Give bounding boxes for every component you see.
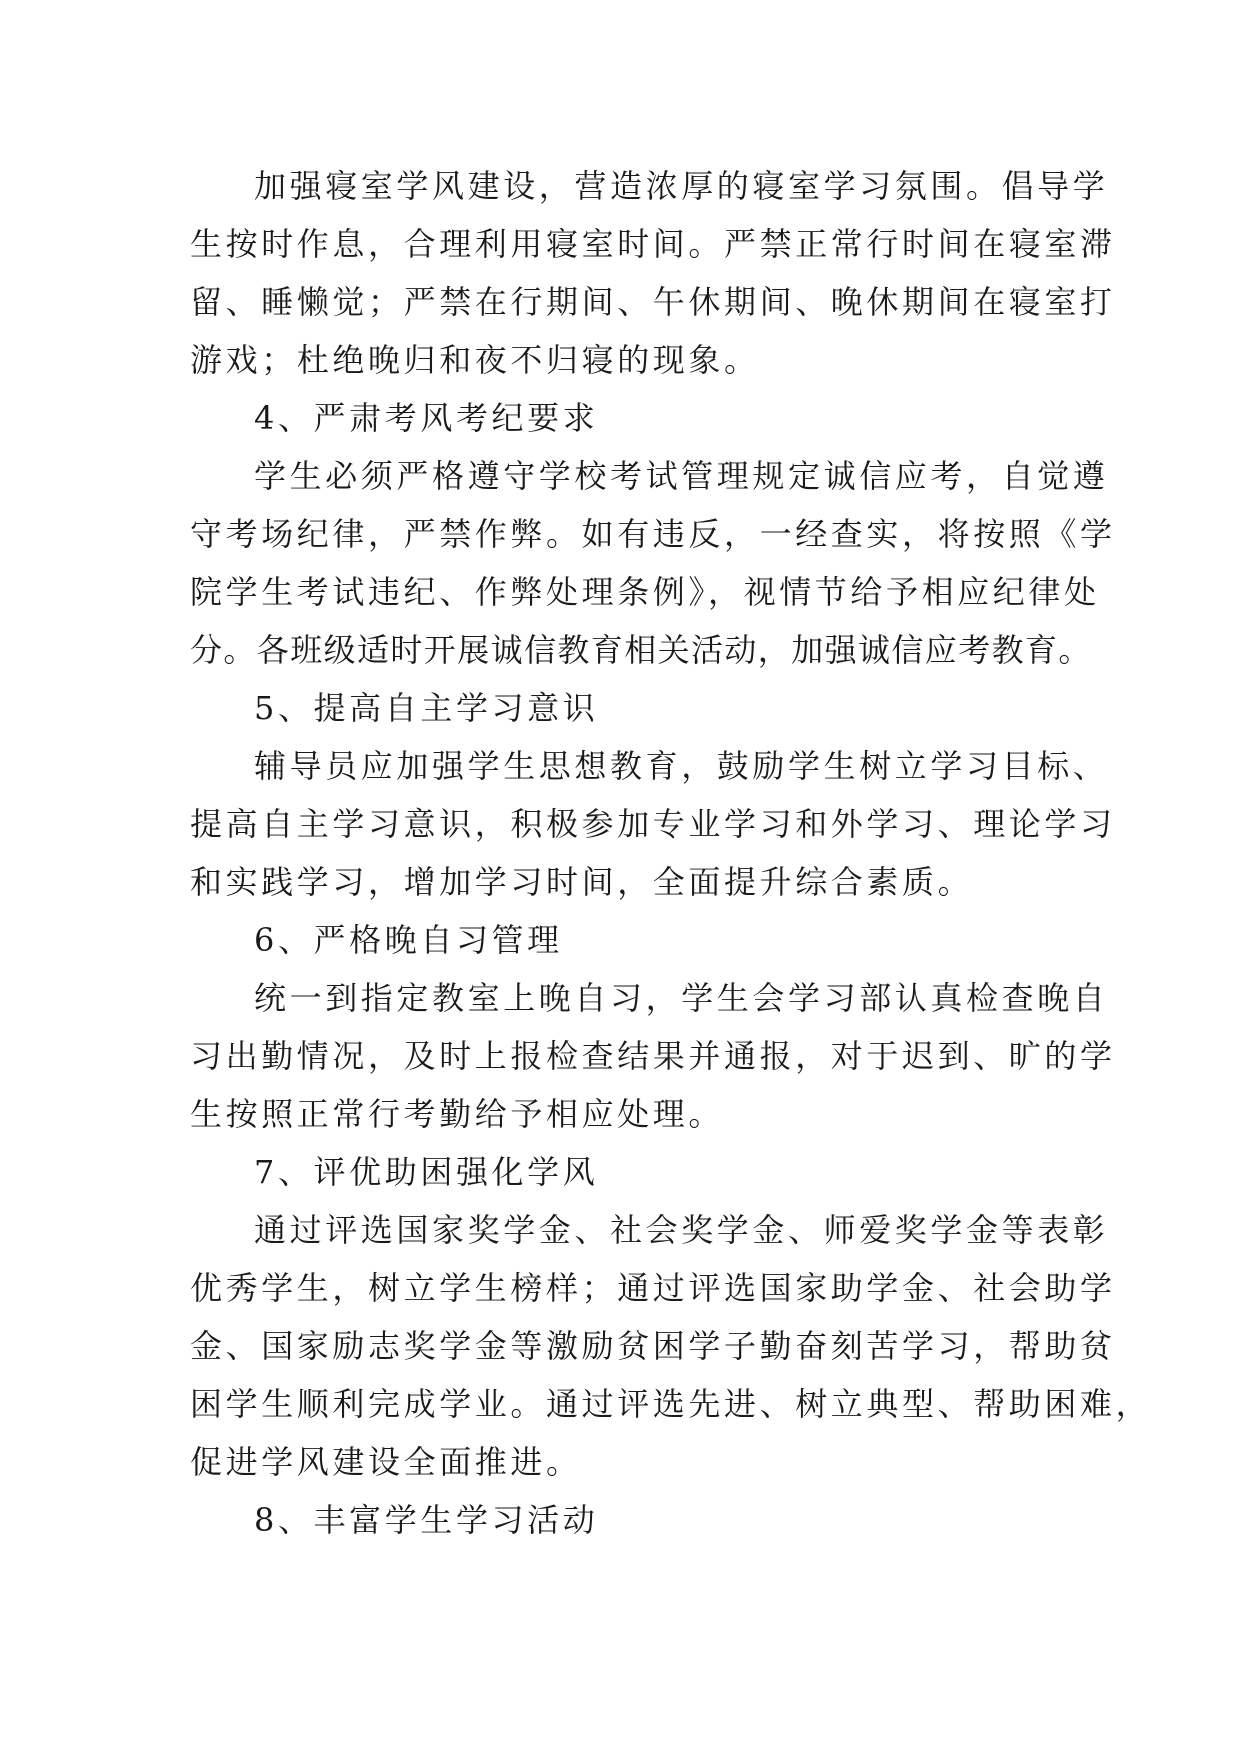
section-heading: 7、评优助困强化学风 bbox=[254, 1153, 599, 1191]
paragraph-line: 生按照正常行考勤给予相应处理。 bbox=[190, 1095, 725, 1133]
section-heading: 6、严格晚自习管理 bbox=[254, 921, 563, 959]
paragraph-line: 统一到指定教室上晚自习，学生会学习部认真检查晚自 bbox=[254, 979, 1109, 1017]
paragraph-line: 辅导员应加强学生思想教育，鼓励学生树立学习目标、 bbox=[254, 747, 1109, 785]
paragraph-line: 加强寝室学风建设，营造浓厚的寝室学习氛围。倡导学 bbox=[254, 167, 1109, 205]
paragraph-line: 生按时作息，合理利用寝室时间。严禁正常行时间在寝室滞 bbox=[190, 225, 1116, 263]
section-heading: 8、丰富学生学习活动 bbox=[254, 1501, 599, 1539]
paragraph-line: 困学生顺利完成学业。通过评选先进、树立典型、帮助困难， bbox=[190, 1385, 1152, 1423]
section-heading: 4、严肃考风考纪要求 bbox=[254, 399, 599, 437]
paragraph-line: 优秀学生，树立学生榜样；通过评选国家助学金、社会助学 bbox=[190, 1269, 1116, 1307]
paragraph-line: 学生必须严格遵守学校考试管理规定诚信应考，自觉遵 bbox=[254, 457, 1109, 495]
paragraph-line: 金、国家励志奖学金等激励贫困学子勤奋刻苦学习，帮助贫 bbox=[190, 1327, 1116, 1365]
paragraph-line: 分。各班级适时开展诚信教育相关活动，加强诚信应考教育。 bbox=[190, 631, 1092, 669]
paragraph-line: 通过评选国家奖学金、社会奖学金、师爱奖学金等表彰 bbox=[254, 1211, 1109, 1249]
paragraph-line: 院学生考试违纪、作弊处理条例》，视情节给予相应纪律处 bbox=[190, 573, 1100, 611]
paragraph-line: 游戏；杜绝晚归和夜不归寝的现象。 bbox=[190, 341, 760, 379]
paragraph-line: 习出勤情况，及时上报检查结果并通报，对于迟到、旷的学 bbox=[190, 1037, 1116, 1075]
paragraph-line: 留、睡懒觉；严禁在行期间、午休期间、晚休期间在寝室打 bbox=[190, 283, 1116, 321]
paragraph-line: 提高自主学习意识，积极参加专业学习和外学习、理论学习 bbox=[190, 805, 1116, 843]
paragraph-line: 促进学风建设全面推进。 bbox=[190, 1443, 582, 1481]
section-heading: 5、提高自主学习意识 bbox=[254, 689, 599, 727]
paragraph-line: 和实践学习，增加学习时间，全面提升综合素质。 bbox=[190, 863, 974, 901]
paragraph-line: 守考场纪律，严禁作弊。如有违反，一经查实，将按照《学 bbox=[190, 515, 1116, 553]
